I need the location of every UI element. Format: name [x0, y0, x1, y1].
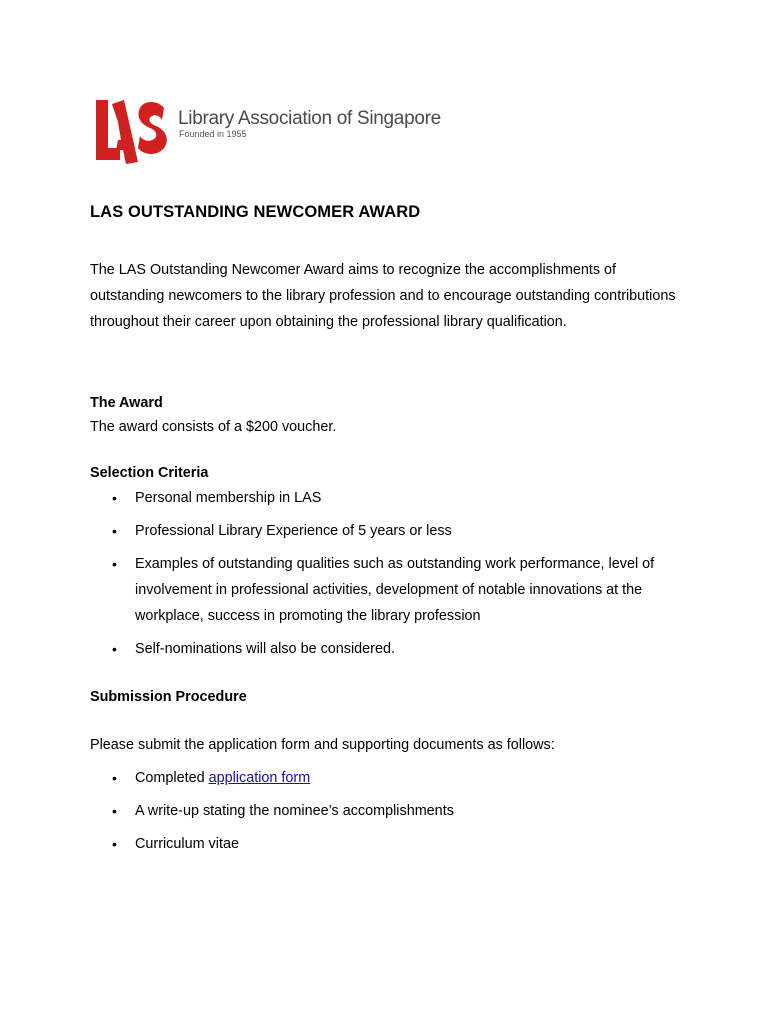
logo-founded-text: Founded in 1955 — [179, 129, 247, 139]
criteria-item-text: Professional Library Experience of 5 years or less — [135, 523, 452, 539]
las-logo-mark — [94, 98, 168, 166]
list-item — [90, 765, 680, 791]
submission-item-text: A write-up stating the nominee’s accomplishments — [135, 803, 454, 819]
bullet-icon: • — [112, 641, 117, 657]
bullet-icon: • — [112, 523, 117, 539]
bullet-icon: • — [112, 556, 117, 572]
list-item — [90, 485, 680, 511]
criteria-list — [90, 485, 680, 669]
list-item — [90, 831, 680, 857]
award-heading: The Award — [90, 395, 163, 411]
las-logo — [94, 98, 441, 168]
bullet-icon: • — [112, 490, 117, 506]
submission-item-text: Curriculum vitae — [135, 836, 239, 852]
list-item — [90, 518, 680, 544]
bullet-icon: • — [112, 770, 117, 786]
list-item — [90, 551, 680, 629]
criteria-heading: Selection Criteria — [90, 465, 209, 481]
criteria-item-text: Examples of outstanding qualities such as outstanding work performance, level of involvement in professional activities, development of notable innovations at the workplace, success in promoting the library profession — [135, 556, 655, 624]
criteria-item-text: Self-nominations will also be considered. — [135, 641, 395, 657]
list-item — [90, 636, 680, 662]
intro-paragraph: The LAS Outstanding Newcomer Award aims to recognize the accomplishments of outstanding newcomers to the library profession and to encourage outstanding contributions throughout their career upon obtaining the professional library qualification. — [90, 262, 676, 330]
page-title: LAS OUTSTANDING NEWCOMER AWARD — [90, 203, 421, 221]
submission-list — [90, 765, 680, 864]
award-text: The award consists of a $200 voucher. — [90, 419, 337, 435]
bullet-icon: • — [112, 836, 117, 852]
application-form-link[interactable]: application form — [208, 770, 311, 786]
criteria-item-text: Personal membership in LAS — [135, 490, 322, 506]
bullet-icon: • — [112, 803, 117, 819]
submission-text: Please submit the application form and supporting documents as follows: — [90, 737, 555, 753]
list-item — [90, 798, 680, 824]
submission-item-prefix: Completed — [135, 770, 209, 786]
submission-heading: Submission Procedure — [90, 689, 247, 705]
logo-organization-name: Library Association of Singapore — [178, 108, 441, 129]
